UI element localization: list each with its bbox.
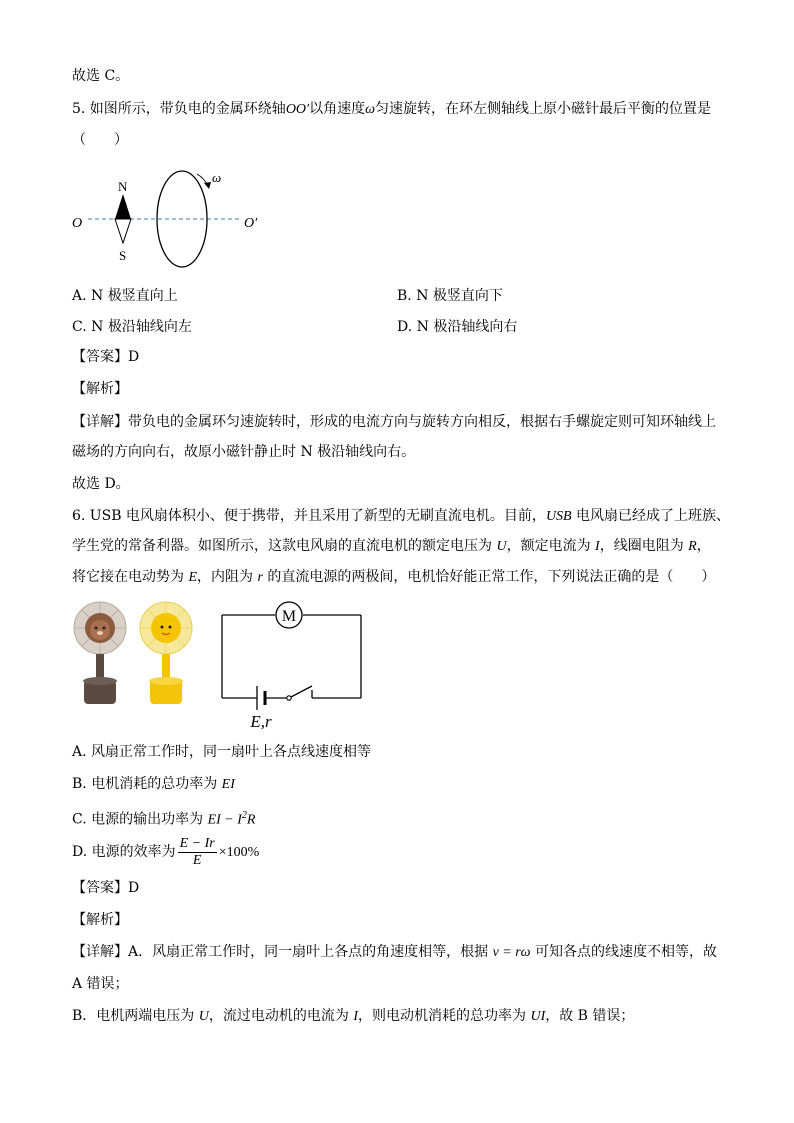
q6-detail-1-b: 可知各点的线速度不相等，故 bbox=[530, 944, 718, 960]
q6-option-c-math-a: EI − I bbox=[207, 812, 242, 828]
q6-detail-line3 bbox=[72, 1006, 634, 1027]
q6-line1-b: 电风扇已经成了上班族、 bbox=[571, 508, 731, 524]
source-label: E,r bbox=[250, 712, 272, 731]
q5-stem-c: 匀速旋转，在环左侧轴线上原小磁针最后平衡的位置是 bbox=[375, 101, 711, 117]
q6-detail-3-i: I bbox=[353, 1009, 358, 1024]
q6-option-b bbox=[72, 774, 235, 795]
q6-option-d-text: D. 电源的效率为 bbox=[72, 844, 176, 860]
q5-figure bbox=[60, 160, 280, 275]
q6-option-a: A. 风扇正常工作时，同一扇叶上各点线速度相等 bbox=[72, 744, 372, 760]
q6-detail-3-d: ，故 B 错误； bbox=[545, 1008, 635, 1024]
q6-option-c-math-b: R bbox=[246, 812, 256, 828]
q6-analysis-heading: 【解析】 bbox=[72, 912, 128, 928]
q6-detail-1-eq: v = rω bbox=[492, 945, 531, 960]
q5-omega: ω bbox=[365, 102, 375, 117]
q5-conclusion: 故选 D。 bbox=[72, 476, 130, 492]
circuit-diagram bbox=[215, 598, 370, 733]
fraction-numerator: E − Ir bbox=[179, 835, 215, 851]
q5-option-a: A. N 极竖直向上 bbox=[72, 288, 178, 304]
q5-answer: 【答案】D bbox=[72, 349, 140, 365]
q6-var-r-cap: R bbox=[688, 539, 697, 554]
q6-line3-b: ，内阻为 bbox=[197, 569, 258, 585]
needle-south bbox=[115, 219, 131, 243]
q5-stem-a: 5. 如图所示，带负电的金属环绕轴 bbox=[72, 101, 286, 117]
fraction-denominator: E bbox=[192, 852, 202, 868]
q6-line2-d: ， bbox=[696, 538, 711, 554]
brown-fan-image bbox=[74, 602, 126, 704]
q5-option-d: D. N 极沿轴线向右 bbox=[397, 319, 518, 335]
motor-symbol bbox=[276, 602, 302, 628]
q5-option-c: C. N 极沿轴线向左 bbox=[72, 319, 192, 335]
q6-stem-line3 bbox=[72, 567, 715, 588]
q6-detail-line1 bbox=[72, 942, 717, 963]
battery-symbol bbox=[257, 686, 265, 710]
q6-option-d bbox=[72, 834, 259, 871]
needle-north bbox=[115, 194, 131, 219]
label-o-prime: O′ bbox=[244, 216, 258, 231]
label-omega: ω bbox=[212, 170, 222, 185]
q5-detail-line1: 【详解】带负电的金属环匀速旋转时，形成的电流方向与旋转方向相反，根据右手螺旋定则可知环轴线上 bbox=[72, 414, 716, 430]
q6-efficiency-fraction bbox=[178, 836, 217, 869]
q6-line2-a: 学生党的常备利器。如图所示，这款电风扇的直流电机的额定电压为 bbox=[72, 538, 497, 554]
q6-line2-b: ，额定电流为 bbox=[506, 538, 596, 554]
motor-label: M bbox=[281, 608, 297, 625]
q6-detail-3-b: ，流过电动机的电流为 bbox=[208, 1008, 354, 1024]
q6-detail-1-a: 【详解】A．风扇正常工作时，同一扇叶上各点的角速度相等，根据 bbox=[72, 944, 493, 960]
q5-analysis-heading: 【解析】 bbox=[72, 381, 128, 397]
q5-detail-line2: 磁场的方向向右，故原小磁针静止时 N 极沿轴线向右。 bbox=[72, 444, 416, 460]
q5-stem bbox=[72, 99, 711, 120]
q6-option-d-tail: ×100% bbox=[218, 845, 260, 860]
label-n: N bbox=[118, 179, 128, 194]
q6-option-c bbox=[72, 806, 255, 831]
q6-line2-c: ，线圈电阻为 bbox=[599, 538, 689, 554]
q6-var-u: U bbox=[496, 539, 507, 554]
q6-detail-3-c: ，则电动机消耗的总功率为 bbox=[358, 1008, 531, 1024]
q6-stem-line2 bbox=[72, 536, 711, 557]
q6-var-i: I bbox=[595, 539, 600, 554]
q6-line1-a: 6. USB 电风扇体积小、便于携带，并且采用了新型的无刷直流电机。目前， bbox=[72, 508, 546, 524]
q6-option-b-math: EI bbox=[221, 777, 235, 792]
q5-stem-b: 以角速度 bbox=[309, 101, 366, 117]
q6-option-c-sup: 2 bbox=[241, 810, 247, 821]
q6-detail-3-u: U bbox=[198, 1009, 209, 1024]
q6-option-c-text: C. 电源的输出功率为 bbox=[72, 811, 208, 828]
q6-detail-line2: A 错误； bbox=[72, 976, 129, 992]
switch-symbol bbox=[287, 686, 312, 700]
q4-conclusion: 故选 C。 bbox=[72, 68, 130, 84]
q6-answer: 【答案】D bbox=[72, 880, 140, 896]
q6-stem-line1 bbox=[72, 506, 730, 527]
q5-option-b: B. N 极竖直向下 bbox=[397, 288, 503, 304]
q6-detail-3-a: B．电机两端电压为 bbox=[72, 1008, 199, 1024]
q5-axis-label: OO′ bbox=[285, 102, 310, 117]
q6-var-r: r bbox=[257, 570, 263, 585]
fan-photos bbox=[70, 600, 205, 715]
q6-line3-c: 的直流电源的两极间，电机恰好能正常工作，下列说法正确的是（ ） bbox=[262, 569, 716, 585]
q6-option-b-text: B. 电机消耗的总功率为 bbox=[72, 776, 222, 792]
label-s: S bbox=[119, 248, 127, 263]
q6-detail-3-ui: UI bbox=[530, 1009, 546, 1024]
q6-var-e: E bbox=[188, 570, 198, 585]
yellow-fan-image bbox=[140, 602, 192, 704]
q6-usb-italic: USB bbox=[545, 509, 572, 524]
q5-answer-paren: （ ） bbox=[72, 132, 128, 148]
q6-line3-a: 将它接在电动势为 bbox=[72, 569, 189, 585]
label-o: O bbox=[72, 216, 83, 231]
